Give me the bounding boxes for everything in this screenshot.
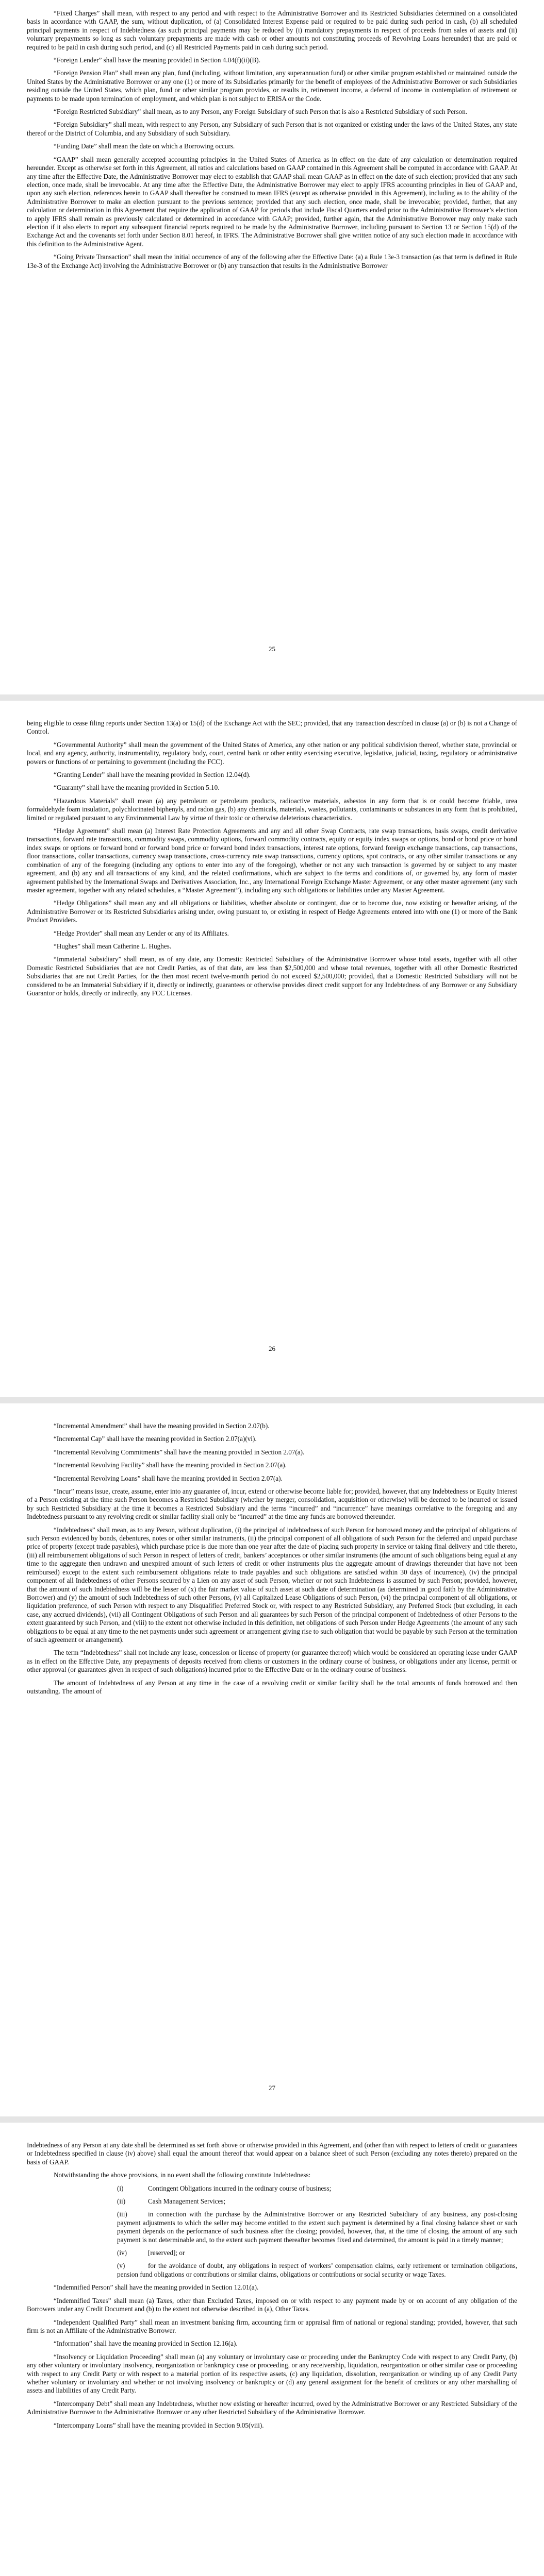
paragraph-hughes: “Hughes” shall mean Catherine L. Hughes.	[54, 942, 172, 950]
paragraph-independent-qualified-party: “Independent Qualified Party” shall mean an investment banking firm, accounting firm or appraisal firm of national or regional standing; provided, however, that such firm is not an Affiliate of the Administrative Borrower.	[27, 2318, 517, 2334]
paragraph-continuation: Indebtedness of any Person at any date shall be determined as set forth above or otherwise provided in this Agreement, and (other than with respect to letters of credit or guarantees or Indebtedness specified in clause (iv) above) shall equal the amount thereof that would appear on a balance sheet of such Person (excluding any notes thereto) prepared on the basis of GAAP.	[27, 2141, 517, 2166]
page-separator	[0, 1397, 544, 1403]
document-page-28	[0, 2141, 544, 2434]
paragraph-intercompany-debt: “Intercompany Debt” shall mean any Indebtedness, whether now existing or hereafter incurred, owed by the Administrative Borrower or any Restricted Subsidiary of the Administrative Borrower to the Administrative Borrower or any other Restricted Subsidiary of the Administrative Borrower.	[27, 2399, 517, 2416]
paragraph-fixed-charges: “Fixed Charges” shall mean, with respect to any period and with respect to the Administrative Borrower and its Restricted Subsidiaries determined on a consolidated basis in accordance with GAAP, the sum, without duplication, of (a) Consolidated Interest Expense paid or required to be paid during such period in cash, (b) all scheduled principal payments in respect of Indebtedness (as such principal payments may be reduced by (i) mandatory prepayments in respect of proceeds from sales of assets and (ii) voluntary prepayments so long as such voluntary prepayments are made with cash or other amounts not constituting proceeds of Revolving Loans hereunder) that are paid or required to be paid in cash during such period, and (c) all Restricted Payments paid in cash during such period.	[27, 9, 517, 51]
page-number: 27	[269, 2084, 275, 2092]
paragraph-foreign-pension-plan: “Foreign Pension Plan” shall mean any plan, fund (including, without limitation, any superannuation fund) or other similar program established or maintained outside the United States by the Administrative Borrower or any one (1) or more of its Subsidiaries primarily for the benefit of employees of the Administrative Borrower or such Subsidiaries residing outside the United States, which plan, fund or other similar program provides, or results in, retirement income, a deferral of income in contemplation of retirement or payments to be made upon termination of employment, and which plan is not subject to ERISA or the Code.	[27, 69, 517, 103]
paragraph-insolvency-proceeding: “Insolvency or Liquidation Proceeding” shall mean (a) any voluntary or involuntary case or proceeding under the Bankruptcy Code with respect to any Credit Party, (b) any other voluntary or involuntary insolvency, reorganization or bankruptcy case or proceeding, or any receivership, liquidation, reorganization or other similar case or proceeding with respect to any Credit Party or with respect to a material portion of its respective assets, (c) any liquidation, dissolution, reorganization or winding up of any Credit Party whether voluntary or involuntary and whether or not involving insolvency or bankruptcy or (d) any general assignment for the benefit of creditors or any other marshalling of assets and liabilities of any Credit Party.	[27, 2352, 517, 2395]
paragraph-guaranty: “Guaranty” shall have the meaning provided in Section 5.10.	[54, 784, 220, 792]
paragraph-incremental-amendment: “Incremental Amendment” shall have the meaning provided in Section 2.07(b).	[54, 1422, 270, 1430]
paragraph-indebtedness-amount: The amount of Indebtedness of any Person at any time in the case of a revolving credit or similar facility shall be the total amounts of funds borrowed and then outstanding. The amount of	[27, 1679, 517, 1695]
paragraph-hedge-provider: “Hedge Provider” shall mean any Lender or any of its Affiliates.	[54, 929, 229, 937]
paragraph-indebtedness-exclusions: The term “Indebtedness” shall not include any lease, concession or license of property (or guarantee thereof) which would be considered an operating lease under GAAP as in effect on the Effective Date, any prepayments of deposits received from clients or customers in the ordinary course of business, or obligations under any license, permit or other approval (or guarantees given in respect of such obligations) incurred prior to the Effective Date or in the ordinary course of business.	[27, 1649, 517, 1674]
paragraph-hedge-agreement: “Hedge Agreement” shall mean (a) Interest Rate Protection Agreements and any and all other Swap Contracts, rate swap transactions, basis swaps, credit derivative transactions, forward rate transactions, commodity swaps, commodity options, forward commodity contracts, equity or equity index swaps or options, bond or bond price or bond index swaps or options or forward bond or forward bond price or forward bond index transactions, interest rate options, forward foreign exchange transactions, cap transactions, floor transactions, collar transactions, currency swap transactions, cross-currency rate swap transactions, currency options, spot contracts, or any other similar transactions or any combination of any of the foregoing (including any options to enter into any of the foregoing), whether or not any such transaction is governed by or subject to any master agreement, and (b) any and all transactions of any kind, and the related confirmations, which are subject to the terms and conditions of, or governed by, any form of master agreement published by the International Swaps and Derivatives Association, Inc., any International Foreign Exchange Master Agreement, or any other master agreement (any such master agreement, together with any related schedules, a “Master Agreement”), including any such obligations or liabilities under any Master Agreement.	[27, 827, 517, 894]
page-separator	[0, 2116, 544, 2123]
document-page-25	[0, 9, 544, 275]
document-page-26	[0, 719, 544, 1002]
paragraph-governmental-authority: “Governmental Authority” shall mean the government of the United States of America, any other nation or any political subdivision thereof, whether state, provincial or local, and any agency, authority, instrumentality, regulatory body, court, central bank or other entity exercising executive, legislative, judicial, taxing, regulatory or administrative powers or functions of or pertaining to government (including the FCC).	[27, 740, 517, 766]
paragraph-information: “Information” shall have the meaning provided in Section 12.16(a).	[54, 2340, 238, 2348]
paragraph-foreign-lender: “Foreign Lender” shall have the meaning provided in Section 4.04(f)(ii)(B).	[54, 56, 260, 64]
list-item-number: (iv)	[117, 2249, 127, 2257]
list-item	[27, 2249, 517, 2257]
list-item-number: (i)	[117, 2184, 124, 2192]
page-number: 25	[269, 645, 275, 653]
paragraph-foreign-restricted-subsidiary: “Foreign Restricted Subsidiary” shall mean, as to any Person, any Foreign Subsidiary of such Person that is also a Restricted Subsidiary of such Person.	[54, 108, 468, 116]
paragraph-incur: “Incur” means issue, create, assume, enter into any guarantee of, incur, extend or otherwise become liable for; provided, however, that any Indebtedness or Equity Interest of a Person existing at the time such Person becomes a Restricted Subsidiary (whether by merger, consolidation, acquisition or otherwise) will be deemed to be incurred or issued by such Restricted Subsidiary at the time it becomes a Restricted Subsidiary and the terms “incurred” and “incurrence” have meanings correlative to the foregoing and any Indebtedness pursuant to any revolving credit or similar facility shall only be “incurred” at the time any funds are borrowed thereunder.	[27, 1487, 517, 1521]
list-item-text: for the avoidance of doubt, any obligations in respect of workers’ compensation claims, early retirement or termination obligations, pension fund obligations or contributions or similar claims, obligations or contributions or social security or wage Taxes.	[117, 2262, 517, 2278]
paragraph-notwithstanding: Notwithstanding the above provisions, in no event shall the following constitute Indebtedness:	[54, 2171, 311, 2179]
paragraph-indebtedness: “Indebtedness” shall mean, as to any Person, without duplication, (i) the principal of indebtedness of such Person for borrowed money and the principal of obligations of such Person evidenced by bonds, debentures, notes or other similar instruments, (ii) the principal component of all obligations of such Person for the deferred and unpaid purchase price of property (except trade payables), which purchase price is due more than one year after the date of placing such property in service or taking final delivery and title thereto, (iii) all reimbursement obligations of such Person in respect of letters of credit, bankers’ acceptances or other similar instruments (the amount of such obligations being equal at any time to the aggregate then undrawn and unexpired amount of such letters of credit or other instruments plus the aggregate amount of drawings thereunder that have not been reimbursed) except to the extent such reimbursement obligations relate to trade payables and such obligations are satisfied within 30 days of incurrence), (iv) the principal component of all Indebtedness of other Persons secured by a Lien on any asset of such Person, whether or not such Indebtedness is assumed by such Person; provided, however, that the amount of such Indebtedness will be the lesser of (x) the fair market value of such asset at such date of determination (as determined in good faith by the Administrative Borrower) and (y) the amount of such Indebtedness of such other Persons, (v) all Capitalized Lease Obligations of such Person, (vi) the principal component of all obligations, or liquidation preference, of such Person with respect to any Disqualified Preferred Stock or, with respect to any Restricted Subsidiary, any Preferred Stock (but excluding, in each case, any accrued dividends), (vii) all Contingent Obligations of such Person and all guarantees by such Person of the principal component of Indebtedness of other Persons to the extent guaranteed by such Person, and (viii) to the extent not otherwise included in this definition, net obligations of such Person under Hedge Agreements (the amount of any such obligations to be equal at any time to the net payments under such agreement or arrangement giving rise to such obligation that would be payable by such Person at the termination of such agreement or arrangement).	[27, 1526, 517, 1643]
paragraph-indemnified-person: “Indemnified Person” shall have the meaning provided in Section 12.01(a).	[54, 2283, 259, 2292]
page-number: 26	[269, 1345, 275, 1352]
list-item	[27, 2210, 517, 2244]
paragraph-going-private-transaction: “Going Private Transaction” shall mean the initial occurrence of any of the following after the Effective Date: (a) a Rule 13e-3 transaction (as that term is defined in Rule 13e-3 of the Exchange Act) involving the Administrative Borrower or (b) any transaction that results in the Administrative Borrower	[27, 253, 517, 269]
paragraph-hazardous-materials: “Hazardous Materials” shall mean (a) any petroleum or petroleum products, radioactive materials, asbestos in any form that is or could become friable, urea formaldehyde foam insulation, polychlorinated biphenyls, and radon gas, (b) any chemicals, materials, wastes, pollutants, contaminants or substances in any form that is prohibited, limited or regulated pursuant to any Environmental Law by virtue of their toxic or otherwise deleterious characteristics.	[27, 796, 517, 822]
list-item-text: in connection with the purchase by the Administrative Borrower or any Restricted Subsidiary of any business, any post-closing payment adjustments to which the seller may become entitled to the extent such payment is determined by a final closing balance sheet or such payment depends on the performance of such business after the closing; provided, however, that, at the time of closing, the amount of any such payment is not determinable and, to the extent such payment thereafter becomes fixed and determined, the amount is paid in a timely manner;	[117, 2210, 517, 2244]
paragraph-incremental-revolving-loans: “Incremental Revolving Loans” shall have the meaning provided in Section 2.07(a).	[54, 1474, 283, 1482]
paragraph-indemnified-taxes: “Indemnified Taxes” shall mean (a) Taxes, other than Excluded Taxes, imposed on or with respect to any payment made by or on account of any obligation of the Borrowers under any Credit Document and (b) to the extent not otherwise described in (a), Other Taxes.	[27, 2296, 517, 2313]
list-item-number: (ii)	[117, 2197, 126, 2206]
paragraph-gaap: “GAAP” shall mean generally accepted accounting principles in the United States of America as in effect on the date of any calculation or determination required hereunder. Except as otherwise set forth in this Agreement, all ratios and calculations based on GAAP contained in this Agreement shall be computed in accordance with GAAP. At any time after the Effective Date, the Administrative Borrower may elect to establish that GAAP shall mean GAAP as in effect on the date of such election; provided that any such election, once made, shall be irrevocable. At any time after the Effective Date, the Administrative Borrower may elect to apply IFRS accounting principles in lieu of GAAP and, upon any such election, references herein to GAAP shall thereafter be construed to mean IFRS (except as otherwise provided in this Agreement), including as to the ability of the Administrative Borrower to make an election pursuant to the previous sentence; provided that any such election, once made, shall be irrevocable; provided, further, that any calculation or determination in this Agreement that require the application of GAAP for periods that include Fiscal Quarters ended prior to the Administrative Borrower’s election to apply IFRS shall remain as previously calculated or determined in accordance with GAAP; provided, further again, that the Administrative Borrower may only make such election if it also elects to report any subsequent financial reports required to be made by the Administrative Borrower, including pursuant to Section 13 or Section 15(d) of the Exchange Act and the covenants set forth under Section 8.01 hereof, in IFRS. The Administrative Borrower shall give written notice of any such election made in accordance with this definition to the Administrative Agent.	[27, 155, 517, 248]
paragraph-granting-lender: “Granting Lender” shall have the meaning provided in Section 12.04(d).	[54, 771, 251, 779]
page-separator	[0, 694, 544, 701]
paragraph-funding-date: “Funding Date” shall mean the date on which a Borrowing occurs.	[54, 142, 235, 150]
list-item	[27, 2197, 517, 2206]
list-item	[27, 2184, 517, 2193]
list-item-text: [reserved]; or	[148, 2249, 185, 2257]
paragraph-incremental-revolving-commitments: “Incremental Revolving Commitments” shall have the meaning provided in Section 2.07(a).	[54, 1448, 305, 1456]
paragraph-incremental-revolving-facility: “Incremental Revolving Facility” shall have the meaning provided in Section 2.07(a).	[54, 1461, 287, 1469]
paragraph-immaterial-subsidiary: “Immaterial Subsidiary” shall mean, as of any date, any Domestic Restricted Subsidiary of the Administrative Borrower whose total assets, together with all other Domestic Restricted Subsidiaries that are not Credit Parties, as of that date, are less than $2,500,000 and whose total revenues, together with all other Domestic Restricted Subsidiaries that are not Credit Parties, for the then most recent twelve-month period do not exceed $2,500,000; provided, that a Domestic Restricted Subsidiary will not be considered to be an Immaterial Subsidiary if it, directly or indirectly, guarantees or otherwise provides direct credit support for any Indebtedness of any Borrower or any Subsidiary Guarantor or holds, directly or indirectly, any FCC Licenses.	[27, 955, 517, 997]
document-page-27	[0, 1422, 544, 1700]
paragraph-foreign-subsidiary: “Foreign Subsidiary” shall mean, with respect to any Person, any Subsidiary of such Person that is not organized or existing under the laws of the United States, any state thereof or the District of Columbia, and any Subsidiary of such Subsidiary.	[27, 121, 517, 137]
list-item-text: Cash Management Services;	[148, 2197, 226, 2206]
list-item	[27, 2262, 517, 2279]
list-item-number: (v)	[117, 2262, 125, 2270]
paragraph-hedge-obligations: “Hedge Obligations” shall mean any and all obligations or liabilities, whether absolute or contingent, due or to become due, now existing or hereafter arising, of the Administrative Borrower or its Restricted Subsidiaries arising under, owing pursuant to, or existing in respect of Hedge Agreements entered into with one (1) or more of the Bank Product Providers.	[27, 899, 517, 924]
paragraph-incremental-cap: “Incremental Cap” shall have the meaning provided in Section 2.07(a)(vi).	[54, 1435, 257, 1443]
paragraph-intercompany-loans: “Intercompany Loans” shall have the meaning provided in Section 9.05(viii).	[54, 2421, 264, 2429]
list-item-number: (iii)	[117, 2210, 127, 2218]
list-item-text: Contingent Obligations incurred in the ordinary course of business;	[148, 2184, 332, 2192]
paragraph-continuation: being eligible to cease filing reports under Section 13(a) or 15(d) of the Exchange Act with the SEC; provided, that any transaction described in clause (a) or (b) is not a Change of Control.	[27, 719, 517, 736]
